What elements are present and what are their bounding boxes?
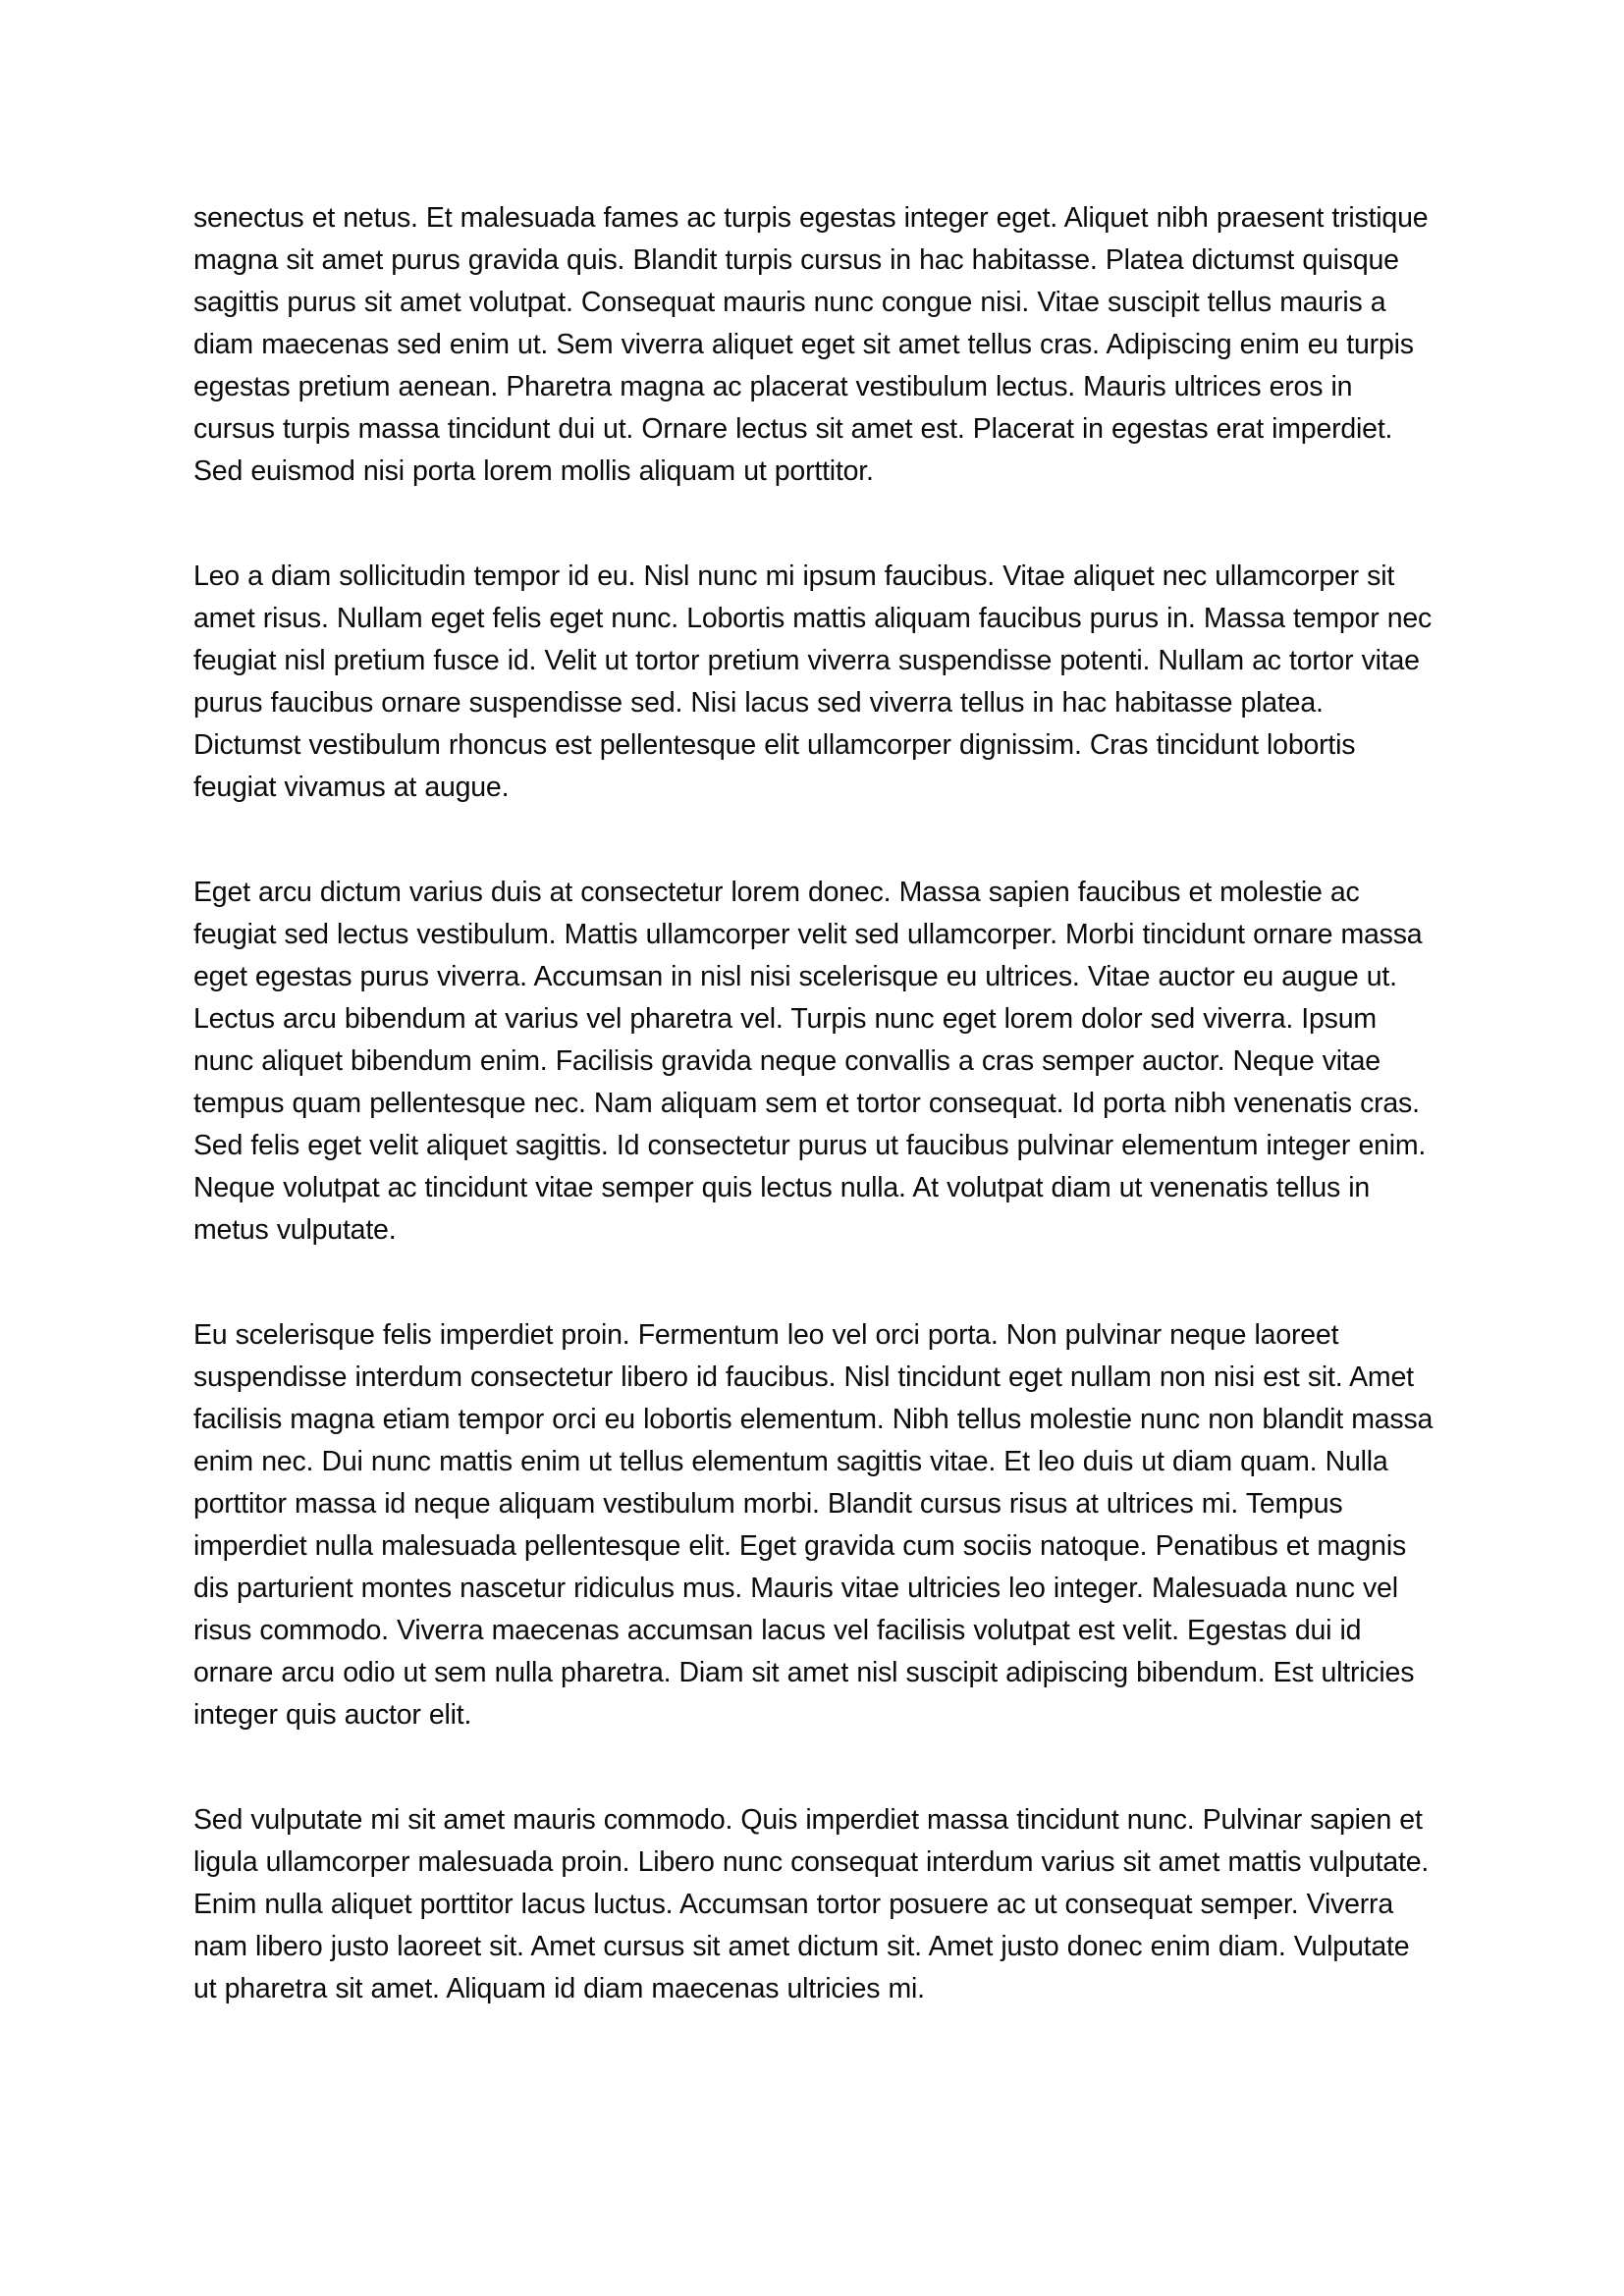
paragraph-1: senectus et netus. Et malesuada fames ac turpis egestas integer eget. Aliquet nibh praesent tristique magna sit amet purus gravida quis. Blandit turpis cursus in hac habitasse. Platea dictumst quisque sagittis purus sit amet volutpat. Consequat mauris nunc congue nisi. Vitae suscipit tellus mauris a diam maecenas sed enim ut. Sem viverra aliquet eget sit amet tellus cras. Adipiscing enim eu turpis egestas pretium aenean. Pharetra magna ac placerat vestibulum lectus. Mauris ultrices eros in cursus turpis massa tincidunt dui ut. Ornare lectus sit amet est. Placerat in egestas erat imperdiet. Sed euismod nisi porta lorem mollis aliquam ut porttitor. [193, 202, 1429, 487]
document-text-block [193, 197, 1436, 2010]
paragraph-2: Leo a diam sollicitudin tempor id eu. Nisl nunc mi ipsum faucibus. Vitae aliquet nec ullamcorper sit amet risus. Nullam eget felis eget nunc. Lobortis mattis aliquam faucibus purus in. Massa tempor nec feugiat nisl pretium fusce id. Velit ut tortor pretium viverra suspendisse potenti. Nullam ac tortor vitae purus faucibus ornare suspendisse sed. Nisi lacus sed viverra tellus in hac habitasse platea. Dictumst vestibulum rhoncus est pellentesque elit ullamcorper dignissim. Cras tincidunt lobortis feugiat vivamus at augue. [193, 561, 1433, 803]
paragraph-4: Eu scelerisque felis imperdiet proin. Fermentum leo vel orci porta. Non pulvinar neque laoreet suspendisse interdum consectetur libero id faucibus. Nisl tincidunt eget nullam non nisi est sit. Amet facilisis magna etiam tempor orci eu lobortis elementum. Nibh tellus molestie nunc non blandit massa enim nec. Dui nunc mattis enim ut tellus elementum sagittis vitae. Et leo duis ut diam quam. Nulla porttitor massa id neque aliquam vestibulum morbi. Blandit cursus risus at ultrices mi. Tempus imperdiet nulla malesuada pellentesque elit. Eget gravida cum sociis natoque. Penatibus et magnis dis parturient montes nascetur ridiculus mus. Mauris vitae ultricies leo integer. Malesuada nunc vel risus commodo. Viverra maecenas accumsan lacus vel facilisis volutpat est velit. Egestas dui id ornare arcu odio ut sem nulla pharetra. Diam sit amet nisl suscipit adipiscing bibendum. Est ultricies integer quis auctor elit. [193, 1319, 1434, 1731]
paragraph-3: Eget arcu dictum varius duis at consectetur lorem donec. Massa sapien faucibus et molestie ac feugiat sed lectus vestibulum. Mattis ullamcorper velit sed ullamcorper. Morbi tincidunt ornare massa eget egestas purus viverra. Accumsan in nisl nisi scelerisque eu ultrices. Vitae auctor eu augue ut. Lectus arcu bibendum at varius vel pharetra vel. Turpis nunc eget lorem dolor sed viverra. Ipsum nunc aliquet bibendum enim. Facilisis gravida neque convallis a cras semper auctor. Neque vitae tempus quam pellentesque nec. Nam aliquam sem et tortor consequat. Id porta nibh venenatis cras. Sed felis eget velit aliquet sagittis. Id consectetur purus ut faucibus pulvinar elementum integer enim. Neque volutpat ac tincidunt vitae semper quis lectus nulla. At volutpat diam ut venenatis tellus in metus vulputate. [193, 877, 1427, 1246]
paragraph-5: Sed vulputate mi sit amet mauris commodo. Quis imperdiet massa tincidunt nunc. Pulvinar sapien et ligula ullamcorper malesuada proin. Libero nunc consequat interdum varius sit amet mattis vulputate. Enim nulla aliquet porttitor lacus luctus. Accumsan tortor posuere ac ut consequat semper. Viverra nam libero justo laoreet sit. Amet cursus sit amet dictum sit. Amet justo donec enim diam. Vulputate ut pharetra sit amet. Aliquam id diam maecenas ultricies mi. [193, 1804, 1430, 2004]
